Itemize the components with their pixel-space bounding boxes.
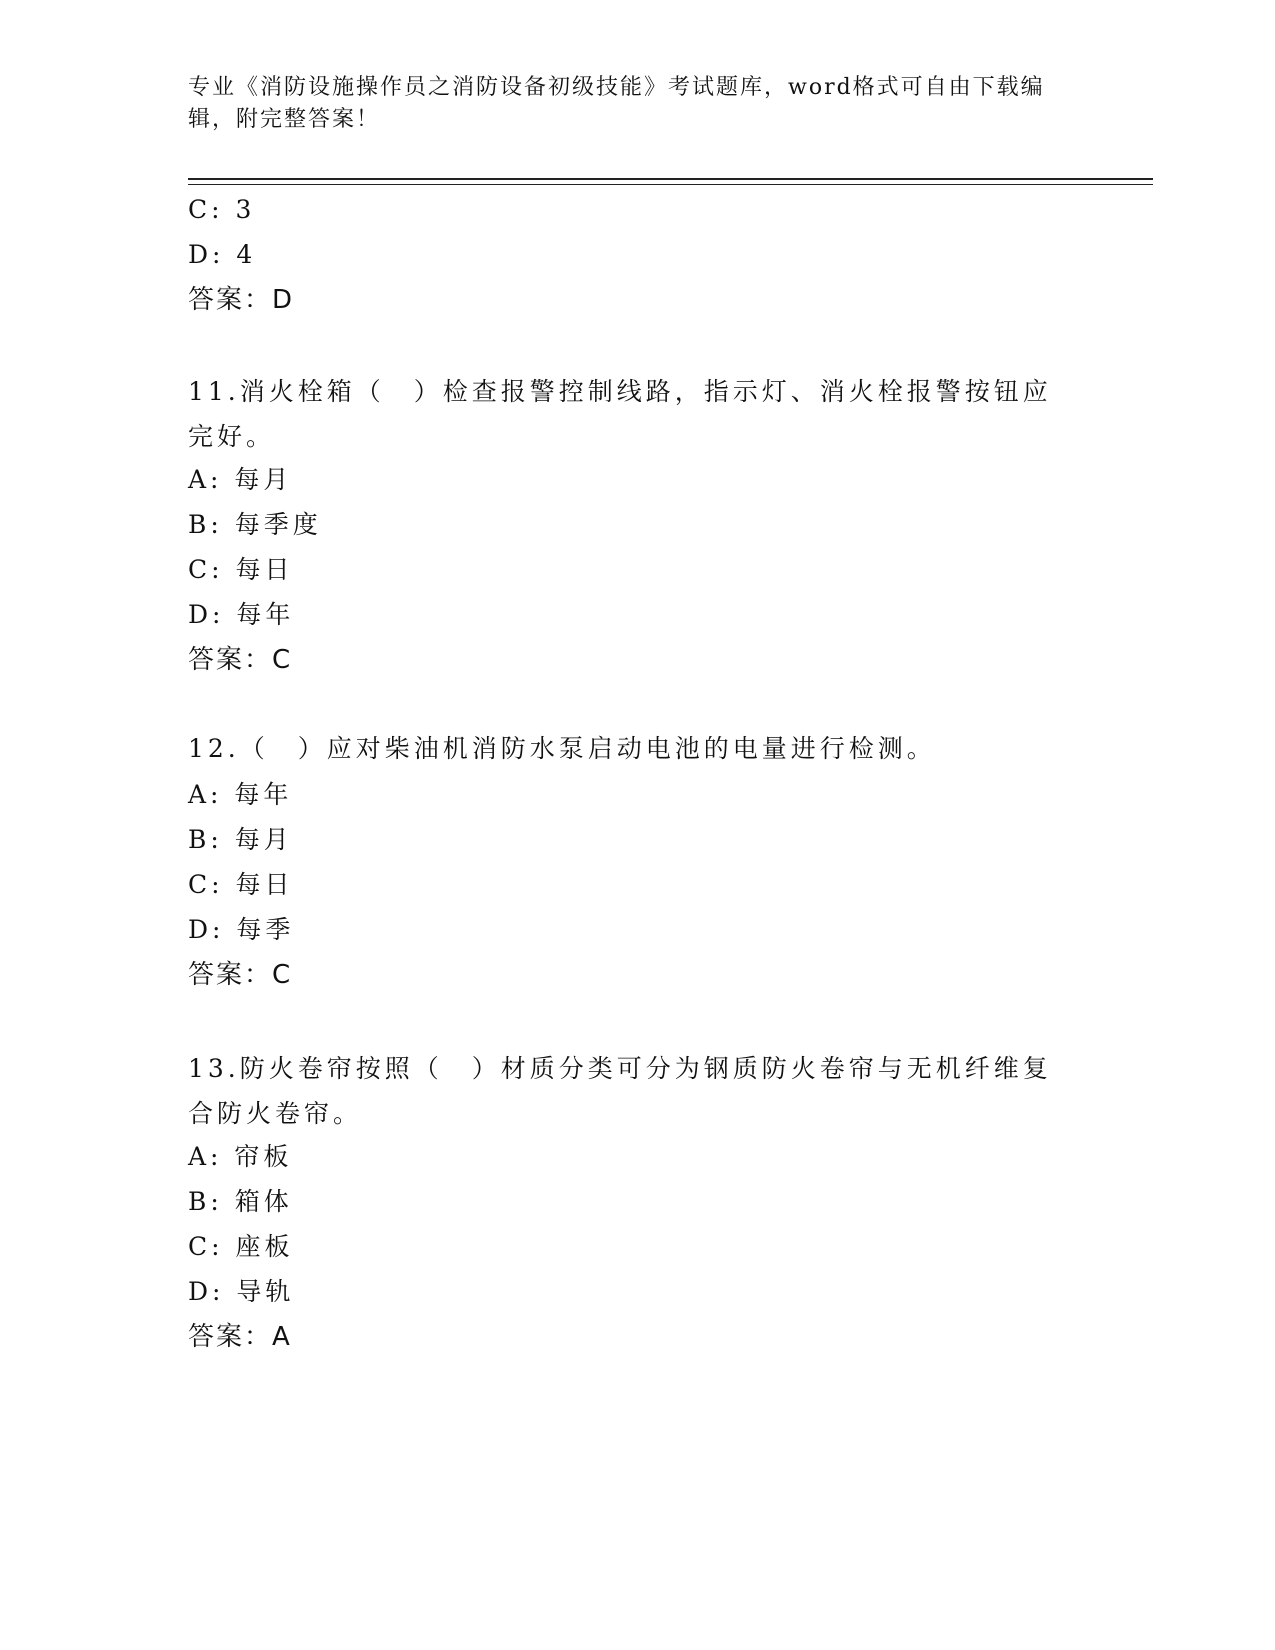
question-12-option-b: B: 每月 xyxy=(188,825,293,854)
page-header: 专业《消防设施操作员之消防设备初级技能》考试题库，word格式可自由下载编辑，附完整答案！ xyxy=(188,75,1045,132)
question-13-option-b: B: 箱体 xyxy=(188,1187,293,1216)
question-11-text: 11.消火栓箱（ ）检查报警控制线路，指示灯、消火栓报警按钮应完好。 xyxy=(188,377,1052,451)
question-13-option-c: C: 座板 xyxy=(188,1232,294,1261)
question-12-answer: 答案：C xyxy=(188,960,293,990)
prev-answer: 答案：D xyxy=(188,285,295,315)
question-11-option-c: C: 每日 xyxy=(188,555,294,584)
question-12-option-a: A: 每年 xyxy=(188,780,293,809)
prev-option-d: D: 4 xyxy=(188,240,257,269)
question-11-option-d: D: 每年 xyxy=(188,600,295,629)
question-12-text: 12.（ ）应对柴油机消防水泵启动电池的电量进行检测。 xyxy=(188,734,936,763)
prev-option-c: C: 3 xyxy=(188,195,256,224)
question-12-option-d: D: 每季 xyxy=(188,915,295,944)
question-11-option-a: A: 每月 xyxy=(188,465,293,494)
question-12-option-c: C: 每日 xyxy=(188,870,294,899)
header-divider-thin xyxy=(188,184,1153,185)
question-13-option-d: D: 导轨 xyxy=(188,1277,295,1306)
question-11-answer: 答案：C xyxy=(188,645,293,675)
question-13-answer: 答案：A xyxy=(188,1322,292,1352)
question-13-option-a: A: 帘板 xyxy=(188,1142,293,1171)
question-11-option-b: B: 每季度 xyxy=(188,510,322,539)
question-13-text: 13.防火卷帘按照（ ）材质分类可分为钢质防火卷帘与无机纤维复合防火卷帘。 xyxy=(188,1054,1052,1128)
header-divider-thick xyxy=(188,178,1153,180)
